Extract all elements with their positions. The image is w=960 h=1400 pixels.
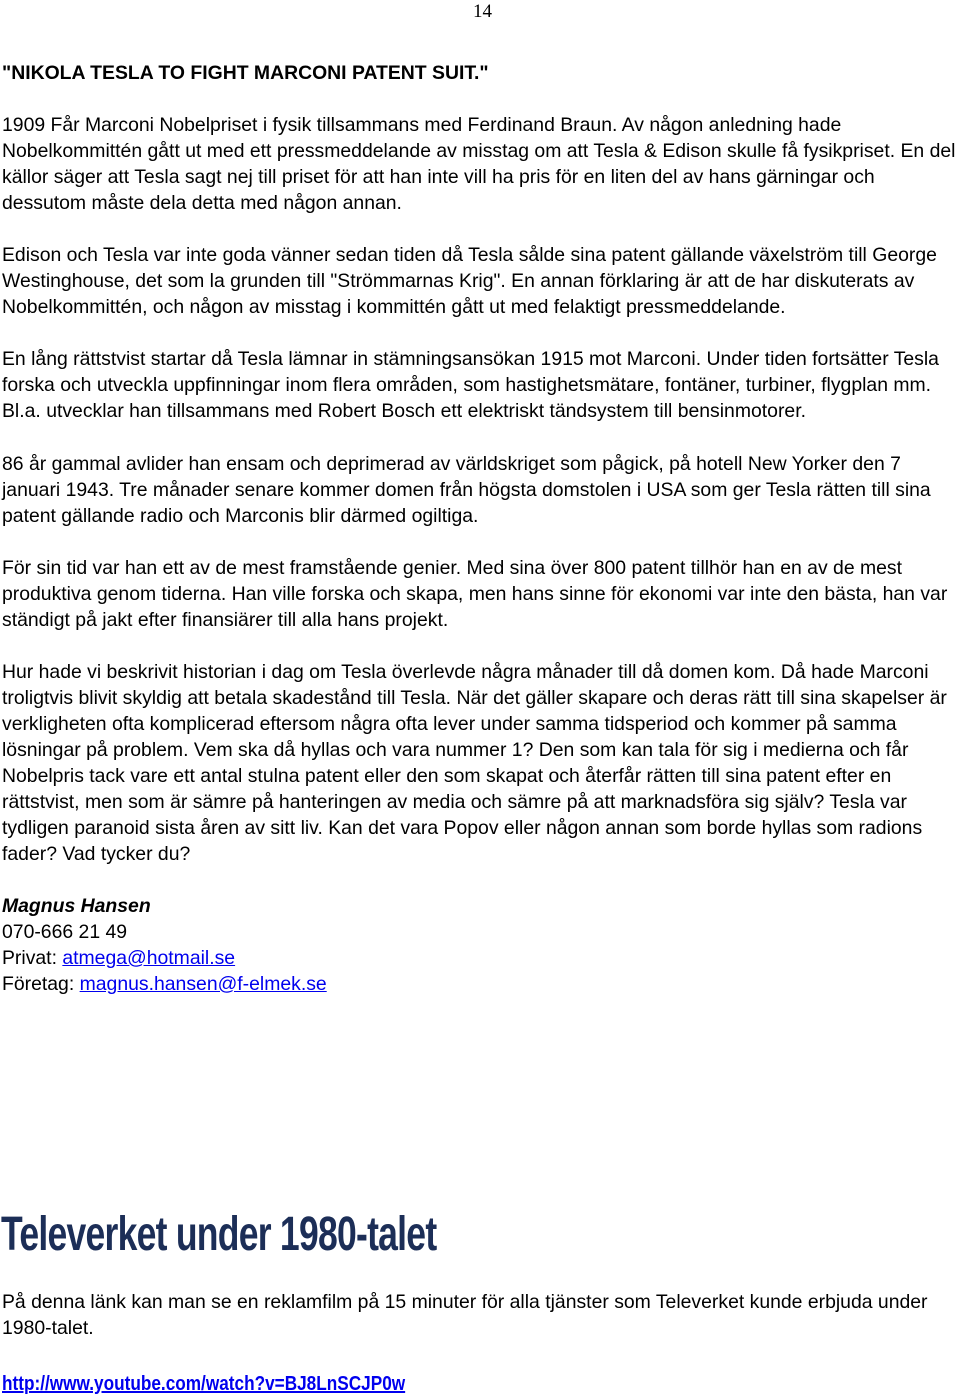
work-email-link[interactable]: magnus.hansen@f-elmek.se [79,973,327,995]
paragraph-nobel-prize: 1909 Får Marconi Nobelpriset i fysik tillsammans med Ferdinand Braun. Av någon anledning hade Nobelkommittén gått ut med ett pressmeddelande av misstag om att Tesla & Edison skulle få fysikpriset. En del källor säger att Tesla sagt nej till priset för att han inte vill ha pris för en liten del av hans gärningar och dessutom måste dela detta med någon annan. [2,114,956,214]
section-title: Televerket under 1980-talet [1,1208,437,1261]
author-name: Magnus Hansen [2,895,151,917]
private-email-link[interactable]: atmega@hotmail.se [62,947,236,969]
article-heading: "NIKOLA TESLA TO FIGHT MARCONI PATENT SUIT." [2,62,489,84]
paragraph-genius: För sin tid var han ett av de mest framstående genier. Med sina över 800 patent tillhör han en av de mest produktiva genom tiderna. Han ville forska och skapa, men hans sinne för ekonomi var inte den bästa, han var ständigt på jakt efter finansiärer till alla hans projekt. [2,557,948,631]
page-number: 14 [473,1,492,22]
author-phone: 070-666 21 49 [2,921,128,943]
paragraph-reflection: Hur hade vi beskrivit historian i dag om Tesla överlevde några månader till då domen kom. Då hade Marconi troligtvis blivit skyldig att betala skadestånd till Tesla. När det gäller skapare och deras rätt till sina skapelser är verkligheten ofta komplicerad eftersom några ofta lever under samma tidsperiod och kommer på samma lösningar på problem. Vem ska då hyllas och vara nummer 1? Den som kan tala för sig i medierna och får Nobelpris tack vare ett antal stulna patent eller den som skapat och återfår rätten till sina patent efter en rättstvist, men som är sämre på hanteringen av media och sämre på att marknadsföra sig själv? Tesla var tydligen paranoid sista åren av sitt liv. Kan det vara Popov eller någon annan som borde hyllas som radions fader? Vad tycker du? [2,661,947,865]
private-email-label: Privat: [2,947,63,969]
author-work-email-line [2,971,960,997]
section-description: På denna länk kan man se en reklamfilm på 15 minuter för alla tjänster som Televerket kunde erbjuda under 1980-talet. [2,1291,928,1339]
work-email-label: Företag: [2,973,80,995]
paragraph-death: 86 år gammal avlider han ensam och deprimerad av världskriget som pågick, på hotell New Yorker den 7 januari 1943. Tre månader senare kommer domen från högsta domstolen i USA som ger Tesla rätten till sina patent gällande radio och Marconis blir därmed ogiltiga. [2,453,931,527]
paragraph-lawsuit: En lång rättstvist startar då Tesla lämnar in stämningsansökan 1915 mot Marconi. Under tiden fortsätter Tesla forska och utveckla uppfinningar inom flera områden, som hastighetsmätare, fontäner, turbiner, flygplan mm. Bl.a. utvecklar han tillsammans med Robert Bosch ett elektriskt tändsystem till bensinmotorer. [2,348,939,422]
article-body [2,60,960,997]
paragraph-edison-tesla: Edison och Tesla var inte goda vänner sedan tiden då Tesla sålde sina patent gällande växelström till George Westinghouse, det som la grunden till "Strömmarnas Krig". En annan förklaring är att de har diskuterats av Nobelkommittén, och någon av misstag i kommittén gått ut med felaktigt pressmeddelande. [2,244,937,318]
youtube-video-link[interactable]: http://www.youtube.com/watch?v=BJ8LnSCJP0w [2,1373,406,1395]
author-private-email-line [2,945,960,971]
